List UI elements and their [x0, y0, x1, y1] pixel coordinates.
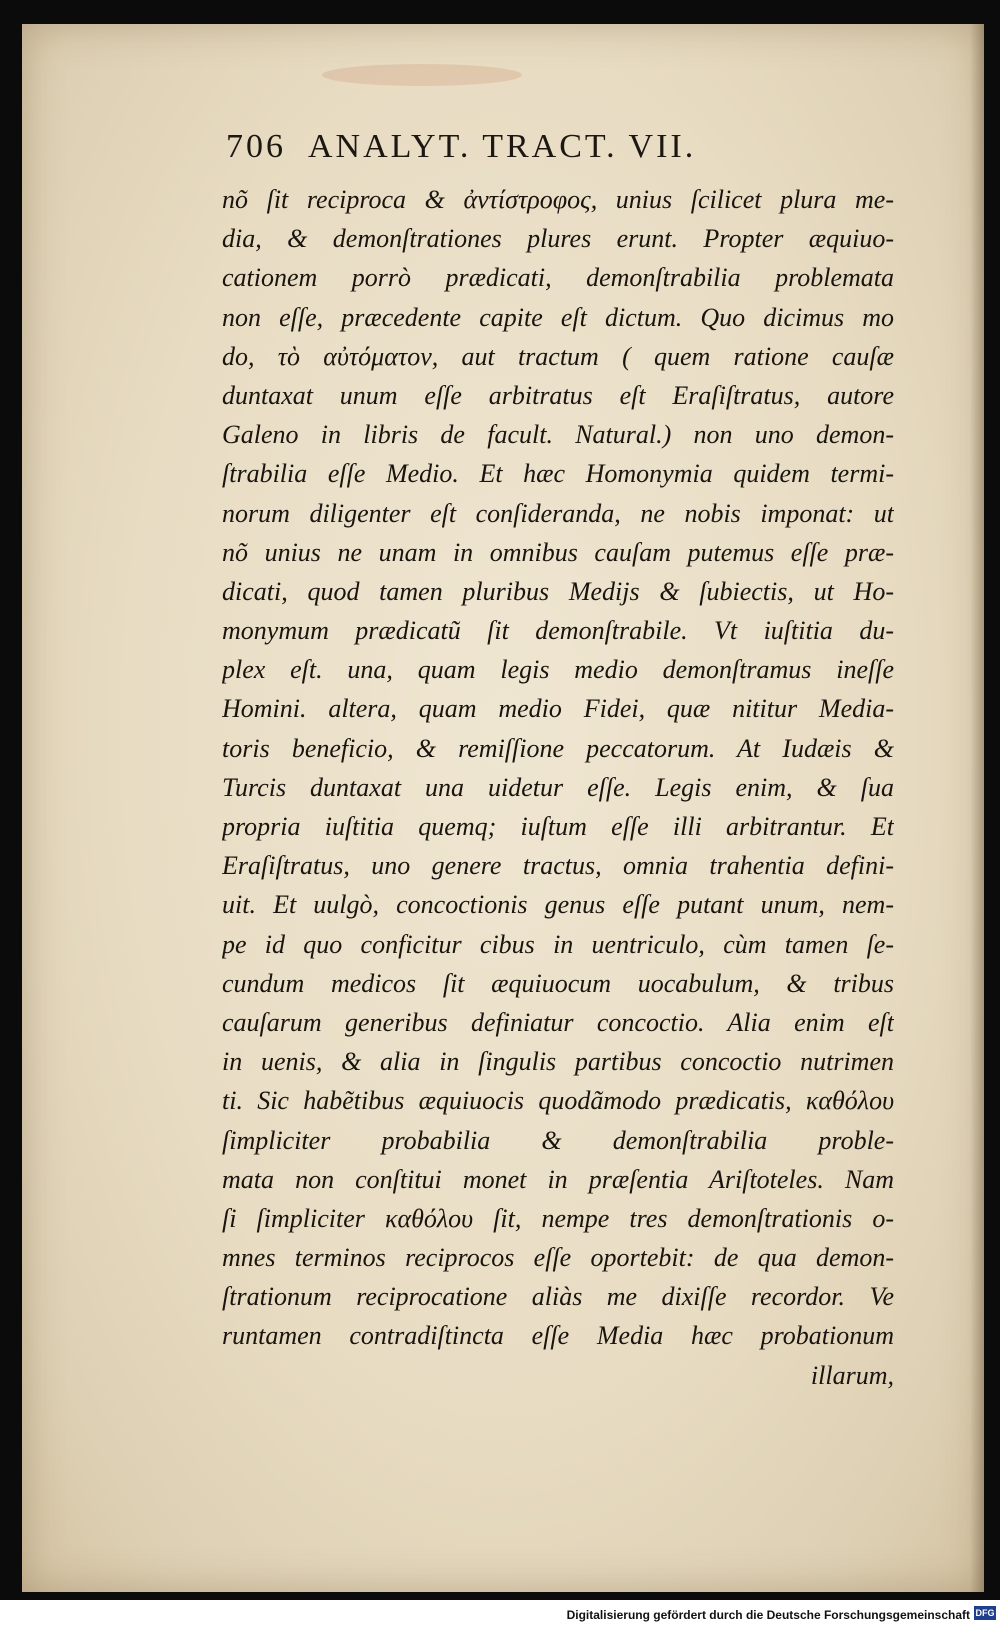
text-line: Galeno in libris de facult. Natural.) non uno demon-: [222, 420, 894, 450]
page-number: 706: [226, 128, 286, 165]
text-line: do, τὸ αὐτόματον, aut tractum ( quem ratione cauſæ: [222, 341, 894, 371]
text-line: Eraſiſtratus, uno genere tractus, omnia trahentia defini-: [222, 851, 894, 881]
text-line: ſimpliciter probabilia & demonſtrabilia proble-: [222, 1125, 894, 1155]
text-line: illarum,: [810, 1360, 894, 1390]
paper-stain: [322, 64, 522, 86]
running-head: [226, 128, 886, 166]
text-line: plex eſt. una, quam legis medio demonſtramus ineſſe: [222, 655, 894, 685]
footer-bar: [0, 1600, 1000, 1628]
text-line: ti. Sic habẽtibus æquiuocis quodãmodo prædicatis, καθόλου: [222, 1086, 894, 1116]
text-line: mnes terminos reciprocos eſſe oportebit: de qua demon-: [222, 1243, 894, 1273]
text-line: cundum medicos ſit æquiuocum uocabulum, & tribus: [222, 968, 894, 998]
body-text: [222, 180, 894, 1395]
text-line: dicati, quod tamen pluribus Medijs & ſubiectis, ut Ho-: [222, 576, 894, 606]
text-line: ſtrabilia eſſe Medio. Et hæc Homonymia quidem termi-: [222, 459, 894, 489]
page-edge-shadow: [970, 24, 984, 1592]
text-line: runtamen contradiſtincta eſſe Media hæc probationum: [222, 1321, 894, 1351]
text-line: cationem porrò prædicati, demonſtrabilia problemata: [222, 263, 894, 293]
text-line: ſi ſimpliciter καθόλου ſit, nempe tres demonſtrationis o-: [222, 1203, 894, 1233]
dfg-logo: DFG: [975, 1608, 995, 1618]
text-line: cauſarum generibus definiatur concoctio. Alia enim eſt: [222, 1007, 894, 1037]
text-line: uit. Et uulgò, concoctionis genus eſſe putant unum, nem-: [222, 890, 894, 920]
text-line: dia, & demonſtrationes plures erunt. Propter æquiuo-: [222, 224, 894, 254]
text-line: Turcis duntaxat una uidetur eſſe. Legis enim, & ſua: [222, 772, 894, 802]
text-line: propria iuſtitia quemq; iuſtum eſſe illi arbitrantur. Et: [222, 812, 894, 841]
text-line: duntaxat unum eſſe arbitratus eſt Eraſiſtratus, autore: [222, 380, 894, 410]
text-line: Homini. altera, quam medio Fidei, quæ nititur Media-: [222, 694, 894, 724]
text-line: pe id quo conficitur cibus in uentriculo, cùm tamen ſe-: [222, 929, 894, 959]
text-line: monymum prædicatũ ſit demonſtrabile. Vt iuſtitia du-: [222, 616, 894, 646]
text-line: toris beneficio, & remiſſione peccatorum. At Iudæis &: [222, 733, 894, 763]
text-line: ſtrationum reciprocatione aliàs me dixiſſe recordor. Ve: [222, 1282, 894, 1312]
text-line: non eſſe, præcedente capite eſt dictum. Quo dicimus mo: [222, 302, 894, 332]
text-line: nõ ſit reciproca & ἀντίστροφος, unius ſcilicet plura me-: [222, 185, 894, 214]
text-line: nõ unius ne unam in omnibus cauſam putemus eſſe præ-: [222, 537, 894, 567]
running-title: ANALYT. TRACT. VII.: [308, 128, 697, 165]
funding-notice: Digitalisierung gefördert durch die Deutsche Forschungsgemeinschaft: [566, 1608, 970, 1622]
text-line: in uenis, & alia in ſingulis partibus concoctio nutrimen: [222, 1047, 894, 1077]
text-line: mata non conſtitui monet in præſentia Ariſtoteles. Nam: [222, 1164, 894, 1194]
text-line: norum diligenter eſt conſideranda, ne nobis imponat: ut: [222, 498, 894, 528]
